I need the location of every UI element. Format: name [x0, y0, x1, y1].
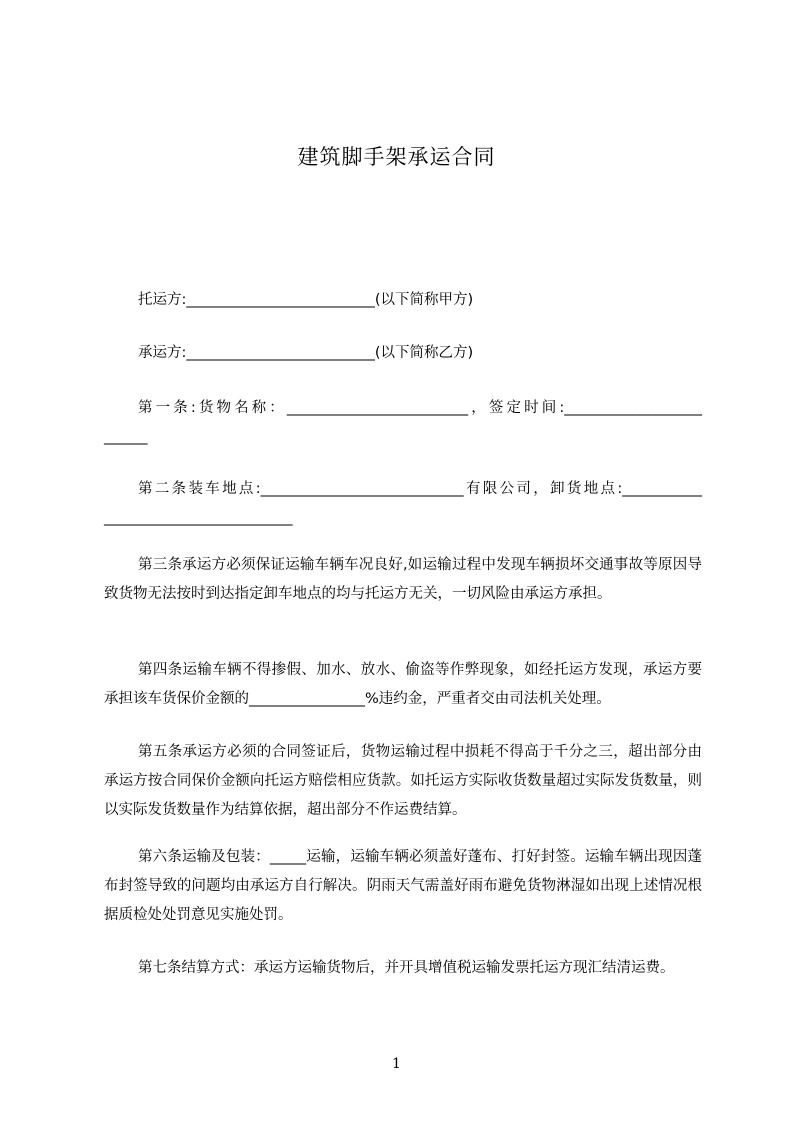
article-5: 第五条承运方必须的合同签证后，货物运输过程中损耗不得高于千分之三，超出部分由承运方按合同保价金额向托运方赔偿相应货款。如托运方实际收货数量超过实际发货数量，则以实际发货数量作为结算依据，超出部分不作运费结算。 — [104, 744, 702, 818]
shipper-line: 托运方:__________________________(以下简称甲方) — [138, 292, 474, 308]
article-7: 第七条结算方式：承运方运输货物后，并开具增值税运输发票托运方现汇结清运费。 — [138, 960, 675, 976]
carrier-line: 承运方:__________________________(以下简称乙方) — [138, 345, 474, 361]
article-6: 第六条运输及包装：_____运输，运输车辆必须盖好蓬布、打好封签。运输车辆出现因蓬布封签导致的问题均由承运方自行解决。阴雨天气需盖好雨布避免货物淋湿如出现上述情况根据质检处处罚意见实施处罚。 — [104, 849, 702, 923]
page-number: 1 — [392, 1056, 401, 1072]
article-3: 第三条承运方必须保证运输车辆车况良好,如运输过程中发现车辆损坏交通事故等原因导致货物无法按时到达指定卸车地点的均与托运方无关，一切风险由承运方承担。 — [104, 557, 702, 602]
article-2: 第二条装车地点:____________________________有限公司，卸货地点:___________ __________________________ — [104, 481, 702, 526]
article-1: 第一条:货物名称：_________________________，签定时间:___________________ ______ — [104, 400, 702, 445]
document-title: 建筑脚手架承运合同 — [297, 145, 496, 169]
article-4: 第四条运输车辆不得掺假、加水、放水、偷盗等作弊现象，如经托运方发现，承运方要承担该车货保价金额的________________%违约金，严重者交由司法机关处理。 — [104, 662, 702, 707]
